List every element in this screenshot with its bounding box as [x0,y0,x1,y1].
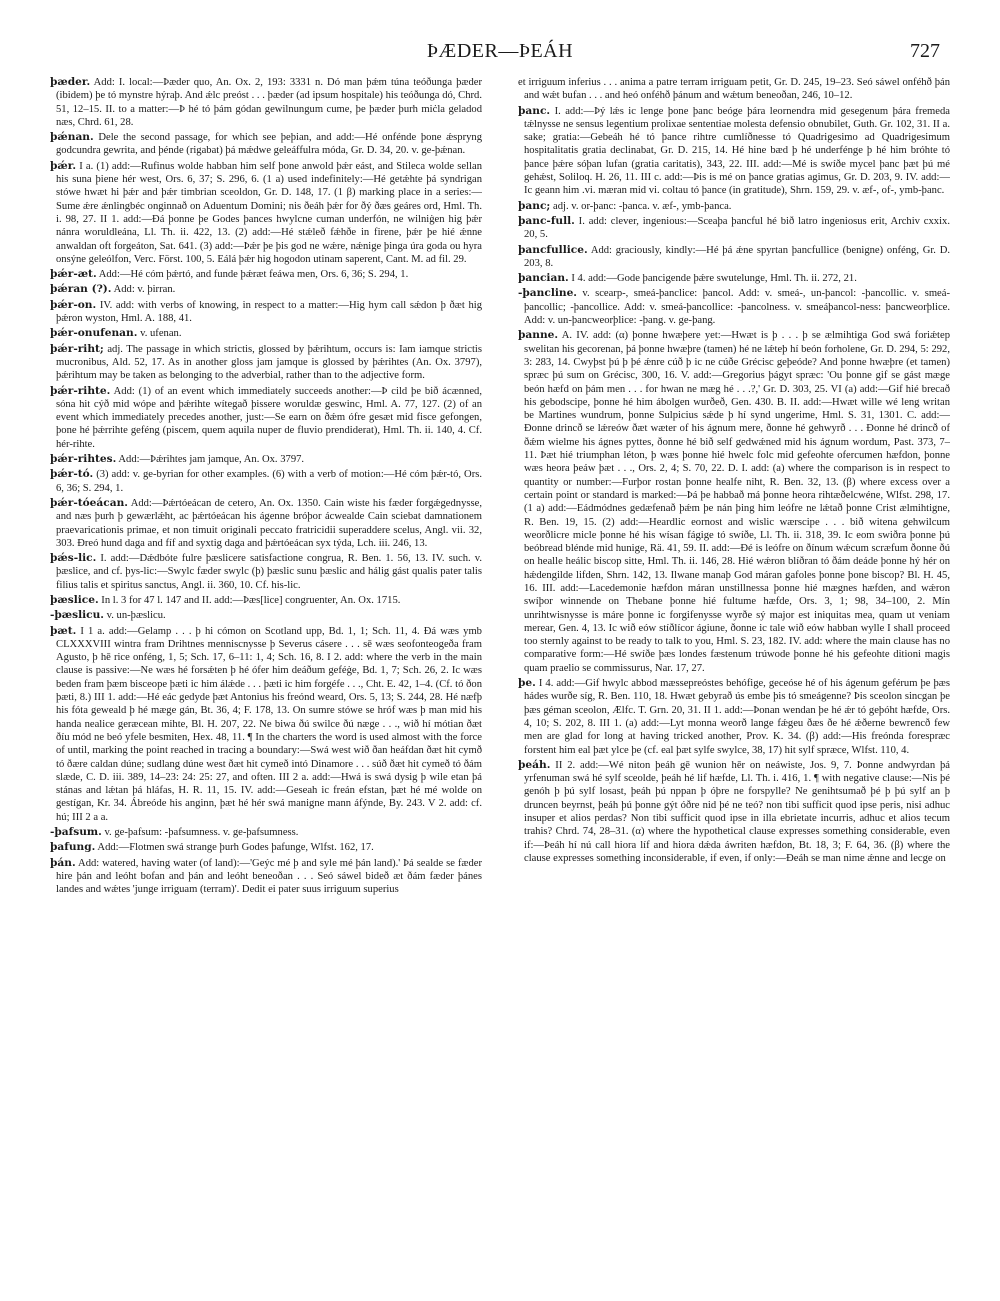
dictionary-entry [518,272,950,285]
entry-text: (3) add: v. ge-byrian for other examples. (6) with a verb of motion:—Hé cóm þǽr-tó, Ors. 6, 36; S. 294, 1. [56,469,482,494]
right-column [518,76,950,1281]
dictionary-entry [518,105,950,198]
entry-headword: þán. [50,856,76,869]
dictionary-entry [50,299,482,326]
entry-text: IV. add: with verbs of knowing, in respect to a matter:—Hig hym call sǽdon þ ðæt hig þǽron wyston, Hml. A. 188, 41. [56,299,482,325]
dictionary-entry [518,76,950,103]
entry-headword: þǽnan. [50,131,94,144]
dictionary-entry [50,625,482,824]
entry-text: I. add:—Þý lǽs ic lenge þone þanc beóge þára leornendra mid gesegenum þára fremeda tǽlnysse ne sensus legentium prolixae sententiae molesta defensio obnubilet, Guth. Gr. 102, 31. II a. sake; gratia:—Gebeáh hé tó þance rihtre cumlíðnesse tó Quadrigesimo ad Quadrigesimum hospitalitatis gratia declinabat, Gr. D. 215, 14. Hé hine bæd þ hé underfénge þ hé him bróhte tó þance þǽre sóþan lufan (gratia caritatis), 343, 22. III. add:—Mé is swíðe mycel þanc þæt þú mé gehǽst, Soliloq. H. 26, 11. III c. add:—Þis is mé on þance gratias agimus, Gr. D. 203, 9. IV. add:—Ic geann him .vi. mæran mid vi. coltau tó þance (in gratitude), Shrn. 159, 29. v. æf-, of-, ymb-þanc. [524,105,950,197]
entry-text: v. un-þæslicu. [106,610,166,622]
entry-text: Dele the second passage, for which see þeþian, and add:—Hé onfénde þone ǽspryng godcundra gewrita, and þénde (rigabat) þá mǽdwe geleáffulra móda, Gr. D. 34, 20. v. ge-þǽnan. [56,132,482,157]
entry-headword: þǽr-on. [50,298,97,311]
page-number: 727 [910,40,940,62]
entry-headword: þǽr-tóeácan. [50,496,128,509]
entry-text: et irriguum inferius . . . anima a patre terram irriguam petit, Gr. D. 245, 19–23. Seó sáwel onféhð þán and wǽt bufan . . . and heó onféhð þánum and wǽtum beneoðan, 246, 10–12. [518,77,950,102]
entry-headword: þǽr-æt. [50,268,97,281]
dictionary-entry [518,287,950,327]
dictionary-entry [50,468,482,495]
entry-text: A. IV. add: (α) þonne hwæþere yet:—Hwæt is þ . . . þ se ælmihtiga God swá foriǽtep swelitan his gecorenan, þá þonne hwæþre (tamen) hé ne lǽteþ hí beón forholene, Gr. D. 294, 5: 292, 3: 283, 14. Cwyþst þú þ þé ǽnre cúð þ ic ne cúðe Grécisc geþeóde? And þonne hwæþre (et tamen) spræc þú sum on Grécisc, 300, 16. V. add:—Gregorius þágyt spræc: 'Ou þonne gif se gást mæge beón hæfd on þám men . . . for hwan ne mæg hé . . .?,' Gr. D. 303, 25. VI (a) add:—Gif hié brecað his gebodscipe, þonne hé him ábolgen wurðeð, Gen. 430. B. II. add:—Hwæt wille wé leng writan be Martines wundrum, þonne Sulpicius sǽde þ hí synd ungerime, Hml. S. 31, 1301. C. add:—Ðonne drincð se lǽreów ðæt wæter of his ágnum mere, ðonne hé gehwyrð . . . Ðonne hé drincð of ðǽm wielme his ágnes pyttes, ðonne hé bið self gedwǽned mid his ágnum wordum, Past. 373, 7–11. Þæt hié triumphan léton, þ wæs þonne hié hwelc folc mid gefeohte ofercumen hæfdon, þonne wæs heora þeáw þæt . . ., Ors. 2, 4; S. 70, 22. D. I. add: (a) where the comparison is in respect to quantity or number:—Furþor rostan þonne healfe niht, R. Ben. 32, 13. (β) where excess over a certain point or standard is marked:—Þá þe habbað má þonne heora rihtæðelcwéne, Wlfst. 298, 17. (1 a) add:—Eádmódnes gedæfenað þǽm þe nán þing him leófre ne lǽtað þonne Crist ælmihtigne, R. Ben. 19, 15. (2) add:—Heardlic eornost and wislic wærscipe . . . bið witena gehwilcum weorðlicre micle þonne hé his wísan fágige tó swíðe, Ll. Th. ii. 318, 39. Ic eom swiðra þonne þú beóbread blénde mid hunige, Rä. 41, 59. II. add:—Ðé is leófre on ðínum wǽcum scræfum ðonne ðú on healle heálic biscop sitte, Hml. Th. ii. 146, 28. Hié wǽron blíðran tó ðám deáde þonne hý hér on hǽdengilde lifden, Shrn. 142, 13. Ilwane manaþ God máran gafoles þonne þone biscop? Bl. H. 45, 16. III. add:—Lacedemonie hæfdon máran unstillnessa þonne hié mægnes hæfden, and wǽron swíþor winnende on Thebane þonne hié fultume hæfde, Ors. 3, 1; 98, 34–100, 2. Mín unrihtwisnysse is máre þonne ic forgifenysse wyrðe sý major est iniquitas mea, quam ut veniam merear, Gen. 4, 13. Ic wið eów stíðlícor ágiune, ðonne ic tale wið eów habban wylle I shall proceed too sternly against to be ready to talk to you, Hml. S. 23, 182. IV. add: where the main clause has no comparative form:—Hé swíðe þæs londes fæstenum trúwode þonne hé his gefeohte ditioni magis quam praelio se commissurus, Nar. 17, 27. [524,330,950,674]
entry-headword: þe. [518,677,536,690]
dictionary-entry [518,759,950,865]
left-column [50,76,482,1281]
dictionary-entry [50,268,482,281]
entry-text: v. scearp-, smeá-þanclice: þancol. Add: v. smeá-, un-þancol: -þancollic. v. smeá-þancollic; -þancollice. Add: v. smeá-þancollice: -þancolness. v. smeáþancol-ness: þancweorþlice. Add: v. un-þancweorþlice: -þang. v. ge-þang. [524,288,950,327]
dictionary-entry [518,677,950,757]
entry-text: Add: I. local:—Þæder quo, An. Ox. 2, 193: 3331 n. Dó man þǽm túna teóðunga þæder (ibidem) þe tó mynstre hýraþ. And ǽlc preóst . . . þæder (ad ipsum hospitale) his teóðunga dó, Chrd. 51, 12–15. II. to a matter:—Þ hé tó þám gódan gewilnungum cume, þe þæder þurh miċla geladod næs, Chrd. 61, 28. [56,77,482,128]
entry-text: Add:—Flotmen swá strange þurh Godes þafunge, Wlfst. 162, 17. [97,842,374,854]
entry-text: Add: (1) of an event which immediately succeeds another:—Þ cild þe bið ácænned, sóna hit cýð mid wópe and þǽrihte wítegað þissere woruldæ geswinc, Hml. A. 77, 127. (2) of an event which immediately precedes another, just:—Se earn on ðǽm ófre gesæt mid fisce gefongen, þone hé þǽrrihte geféng (piscem, quem aquila nuper de fluvio prendiderat), Hml. Th. ii. 140, 4. Cf. hér-rihte. [56,385,482,450]
entry-text: Add: v. þirran. [113,284,176,296]
entry-text: I 4. add:—Gif hwylc abbod mæssepreóstes behófige, geceóse hé of his ágenum geférum þe þæs hádes wurðe síg, R. Ben. 110, 18. Hwæt gebyrað ús embe þis tó smeágenne? Þis sceolon sincgan þe þæs géman sceolon, Ælfc. T. Grn. 20, 31. II 1. add:—Þonan wendan þe hé ǽr tó geþóht hæfde, Ors. 4, 10; S. 202, 8. III 1. (a) add:—Lyt monna weorð lange fǽgeu ðæs ðe hé ǽðerne bewrencð few men are glad for long at having tricked another, Prov. K. 34. (β) add:—His freónda forespræc forstent him eal þæt ylce þe (cf. eal þæt sylfe swylce, 38, 17) hit sylf spræce, Wlfst. 110, 4. [524,678,950,756]
entry-text: I. add: clever, ingenious:—Sceaþa þancful hé bið latro ingeniosus erit, Archiv cxxix. 20, 5. [524,215,950,241]
entry-text: Add:—Þǽrtóeácan de cetero, An. Ox. 1350. Cain wiste his fæder forgǽgednysse, and næs þurh þ gewærlǽht, ac þǽrtóeácan his ágenne bróþor ácwealde Cain sciebat damnationem praevaricationis primae, et non timuit originali peccato fratricidii superaddere scelus, Angl. vii. 32, 303. Ðreó hund daga and fíf and syxtig daga and þǽrtóeácan syx týda, Lch. iii. 246, 13. [56,497,482,549]
entry-headword: þanc; [518,199,551,212]
entry-headword: þǽran (?). [50,283,112,296]
entry-headword: þeáh. [518,758,551,771]
entry-text: I 4. add:—Gode þancigende þǽre swutelunge, Hml. Th. ii. 272, 21. [571,273,857,285]
entry-headword: þæder. [50,76,91,88]
entry-text: Add:—Hé cóm þǽrtó, and funde þǽræt feáwa men, Ors. 6, 36; S. 294, 1. [98,269,409,281]
entry-text: Add:—Þǽrihtes jam jamque, An. Ox. 3797. [118,454,305,466]
entry-headword: þæt. [50,624,77,637]
entry-headword: þǽr-rihte. [50,384,111,397]
dictionary-entry [50,385,482,451]
entry-text: I 1 a. add:—Gelamp . . . þ hi cómon on Scotland upp, Bd. 1, 1; Sch. 11, 4. Ðá wæs ymb CLXXXVIII wintra fram Drihtnes menniscnysse þ Severus cásere . . . sē wæs seofonteogeða fram Agusto, þ hē rice onféng, 1, 5; Sch. 17, 6–11: 1, 4; Sch. 16, 8. I 2. add: where the verb in the main clause is passive:—Ne wæs hé forsǽten þ hé ófer him deáðum geféġe, Bd. 1, 7; Sch. 26, 2. Ic wæs beden fram þæm bisceope þæti ic him álǽde . . . þæti ic him forgéfe . . ., Cht. E. 42, 1–4. (Cf. tó ðon þæti, 8.) III 1. add:—Hé eác gedyde þæt Antonius his freónd weard, Ors. 5, 13; S. 244, 28. Hé næfþ his fóta geweald þ hé mæge gán, Bt. 36, 4; F. 178, 13. On sumre stówe se hróf wæs þ man mid his handa nealice geræcean mihte, Bl. H. 207, 22. Ne biwa ðú swilce ðú næge . . ., wið hí mótian ðæt ðíu mód ne beó yfele besmiten, Hex. 48, 11. ¶ In the charters the word is used almost with the force of until, marking the point reached in tracing a boundary:—Swá west wið ðan heáfdan ðæt hit cymð tó ðære caldan dúne; sudlang dúne west ðæt hit cymeð intó Dinamore . . . súð ðæt hit cymeð tó ðám slæde, C. D. iii. 389, 14–23: 24: 25: 27, and often. III 2 a. add:—Hwá is swá dysig þ wile etan þá stánas and lǽtan þá hláfas, H. R. 11, 15. IV. add:—Geseah ic freán efstan, þæt hé mé wolde on gestígan, Kr. 34. Ábreóde his anginn, þæt hé hér swá manigne mann áfýnde, By. 243. V 2. add: cf. hú; III 2 a a. [56,625,482,823]
entry-headword: þǽr-rihtes. [50,453,117,466]
dictionary-entry [50,453,482,466]
dictionary-entry [50,343,482,383]
entry-headword: þancian. [518,272,569,285]
entry-text: v. ge-þafsum: -þafsumness. v. ge-þafsumness. [104,827,299,839]
entry-headword: þanc-full. [518,214,575,227]
dictionary-entry [50,327,482,340]
entry-text: I. add:—Dǽdbóte fulre þæslicere satisfactione congrua, R. Ben. 1. 56, 13. IV. such. v. þæslice, and cf. þys-lic:—Swylc fæder swylc (þ) þæslic sunu þæslic and hálig gást qualis pater talis filius talis et spiritus sanctus, Angl. ii. 360, 10. Cf. his-lic. [56,553,482,591]
dictionary-entry [50,857,482,897]
entry-headword: þǽs-lic. [50,552,97,565]
entry-text: v. ufenan. [140,328,182,340]
entry-headword: þafung. [50,841,96,854]
dictionary-entry [50,76,482,129]
dictionary-entry [50,826,482,839]
dictionary-entry [50,131,482,158]
entry-headword: -þafsum. [50,826,102,839]
entry-headword: þancfullice. [518,243,588,256]
entry-text: I a. (1) add:—Rufinus wolde habban him self þone anwold þǽr eást, and Stileca wolde sellan his suna þiene hér west, Ors. 6, 37; S. 296, 6. (1 a) used indefinitely:—Hé getǽhte þá syndrigan stówe hwæt hi þǽr and þǽr timbrian sceoldon, Gr. D. 148, 17. (1 β) marking place in a series:—Sume ǽre ǽnlingbéc onginnað on Aduentum Domini; nis ðeáh þǽr for ðý ðæs geáres ord, Hml. Th. i. 98, 27. II 1. add:—Ðá þonne þe Godes þances hwylcne cuman underfón, ne wilniġen hig þǽr nánra woruldleána, Ll. Th. ii. 422, 13. (2) add:—Hé stǽleð fǽhðe in firene, þǽr þe hié ǽnne anwaldan oft forgeáton, Sat. 641. (3) add:—Þǽr þe þis god ne wǽre, nǽnige þinga úra goda ou hyra onsýne geleólfon, Verc. Först. 100, 5. Eálá þǽr hig hogodon utinam saperent, Cant. M. ad fil. 29. [56,160,482,265]
dictionary-columns [50,76,950,1281]
running-head: ÞÆDER—ÞEÁH [426,40,574,62]
dictionary-entry [518,200,950,213]
dictionary-entry [50,841,482,854]
entry-text: Add: watered, having water (of land):—'Geýc mé þ and syle mé þán land).' Þá sealde se fæder hire þán and leóht bofan and þán and leóht beneoðan . . . Seó sáwel bideð æt ðám fæder þánes landes and wǽtes 'junge irriguam (terram)'. Dedit ei pater suus irriguum superius [56,857,482,896]
entry-text: Add: graciously, kindly:—Hé þá ǽne spyrtan þancfullice (benigne) onféng, Gr. D. 203, 8. [524,244,950,269]
page-header [0,40,1000,68]
entry-text: adj. v. or-þanc: -þanca. v. æf-, ymb-þanca. [553,200,732,212]
entry-text: II 2. add:—Wé niton þeáh gē wunion hēr on neáwiste, Jos. 9, 7. Þonne andwyrdan þá yrfenuman swá hé sylf sceolde, þeáh hé lif hæfde, Ll. Th. i. 416, 1. ¶ with negative clause:—Nis þé genóh þ þú sylf losast, þeáh þú nppan þ óþre ne forspylle? Ne genihtsumað þé þ þú sylf an þ druncen beyrnst, þeáh þú þonne gýt óðre nid þé ne teó? non tibi sufficit quod ipse peris, nisi adhuc insuper et alios perdas? Non tibi sufficit quod ipse in illa ebrietate incurris, adhuc et alios tecum trahis? Chrd. 74, 28–31. (α) where the hypothetical clause expresses something considerable, even if:—Þeáh hí nú call hiora líf and hiora dǽda áwriten hæfdon, Bt. 18, 3; F. 64, 36. (β) where the clause expresses something inconsiderable, if even, if only:—Ðeáh se man nime ǽnne and lecge on [524,759,950,864]
entry-text: In l. 3 for 47 l. 147 and II. add:—Þæs[lice] congruenter, An. Ox. 1715. [101,594,401,606]
dictionary-entry [50,594,482,607]
entry-headword: þæslice. [50,593,99,606]
dictionary-entry [50,552,482,592]
dictionary-entry [50,283,482,296]
dictionary-entry [50,497,482,550]
entry-text: adj. The passage in which strictis, glossed by þǽrihtum, occurs is: Iam iamque strictis mucronibus, Ald. 52, 17. As in another gloss jam jamque is glossed by þǽrihtes (An. Ox. 3797), þǽrihtum may be taken as belonging to the adverbial, rather than to the adjective form. [56,343,482,382]
entry-headword: þǽr. [50,159,77,172]
dictionary-entry [518,244,950,271]
entry-headword: þanne. [518,329,559,342]
entry-headword: -þancline. [518,287,578,300]
entry-headword: þǽr-tó. [50,468,94,481]
dictionary-entry [50,609,482,622]
entry-headword: þǽr-onufenan. [50,327,138,340]
entry-headword: -þæslicu. [50,609,104,622]
dictionary-entry [50,160,482,266]
entry-headword: þanc. [518,104,551,117]
entry-headword: þǽr-riht; [50,342,104,355]
dictionary-entry [518,215,950,242]
dictionary-entry [518,329,950,675]
